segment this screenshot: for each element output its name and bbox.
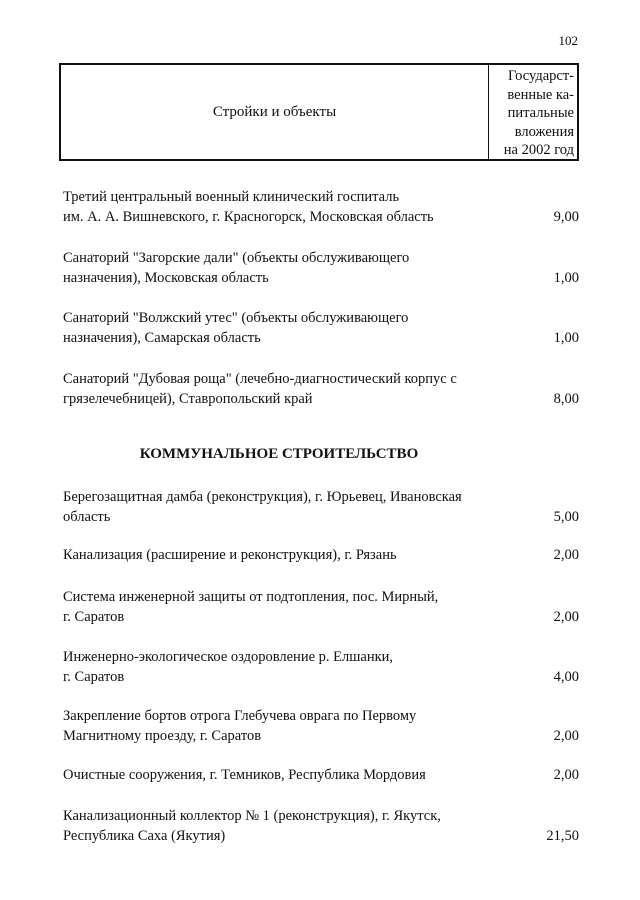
entry-value: 5,00 xyxy=(553,509,579,525)
list-item xyxy=(63,647,579,687)
entry-value: 4,00 xyxy=(553,669,579,685)
entry-description: Третий центральный военный клинический госпиталь им. А. А. Вишневского, г. Красногорск, Московская область xyxy=(63,189,434,225)
entry-description: Канализационный коллектор № 1 (реконструкция), г. Якутск, Республика Саха (Якутия) xyxy=(63,808,441,844)
entry-value: 2,00 xyxy=(553,728,579,744)
entry-description: Инженерно-экологическое оздоровление р. Елшанки, г. Саратов xyxy=(63,649,394,685)
table-header xyxy=(59,63,579,161)
list-item xyxy=(63,369,579,409)
entry-value: 2,00 xyxy=(553,767,579,783)
entry-description: Санаторий "Загорские дали" (объекты обслуживающего назначения), Московская область xyxy=(63,250,410,286)
section-heading: КОММУНАЛЬНОЕ СТРОИТЕЛЬСТВО xyxy=(139,446,419,462)
header-objects-column: Стройки и объекты xyxy=(61,65,489,159)
page-number: 102 xyxy=(558,33,578,48)
entry-value: 8,00 xyxy=(553,391,579,407)
list-item xyxy=(63,545,579,565)
entry-value: 2,00 xyxy=(553,547,579,563)
header-investment-column: Государст- венные ка- питальные вложения на 2002 год xyxy=(503,68,574,158)
entry-value: 1,00 xyxy=(553,270,579,286)
list-item xyxy=(63,706,579,746)
entry-description: Очистные сооружения, г. Темников, Республика Мордовия xyxy=(63,767,426,783)
entry-value: 2,00 xyxy=(553,609,579,625)
entry-value: 9,00 xyxy=(553,209,579,225)
entry-description: Закрепление бортов отрога Глебучева оврага по Первому Магнитному проезду, г. Саратов xyxy=(63,708,417,744)
entry-value: 1,00 xyxy=(553,330,579,346)
entry-description: Система инженерной защиты от подтопления, пос. Мирный, г. Саратов xyxy=(63,589,439,625)
list-item xyxy=(63,248,579,288)
list-item xyxy=(63,806,579,846)
entry-description: Санаторий "Дубовая роща" (лечебно-диагностический корпус с грязелечебницей), Ставропольский край xyxy=(63,371,457,407)
list-item xyxy=(63,765,579,785)
list-item xyxy=(63,587,579,627)
entry-description: Санаторий "Волжский утес" (объекты обслуживающего назначения), Самарская область xyxy=(63,310,409,346)
list-item xyxy=(63,187,579,227)
entry-description: Канализация (расширение и реконструкция), г. Рязань xyxy=(63,547,397,563)
list-item xyxy=(63,308,579,348)
list-item xyxy=(63,487,579,527)
entry-description: Берегозащитная дамба (реконструкция), г. Юрьевец, Ивановская область xyxy=(63,489,462,525)
entry-value: 21,50 xyxy=(546,828,579,844)
